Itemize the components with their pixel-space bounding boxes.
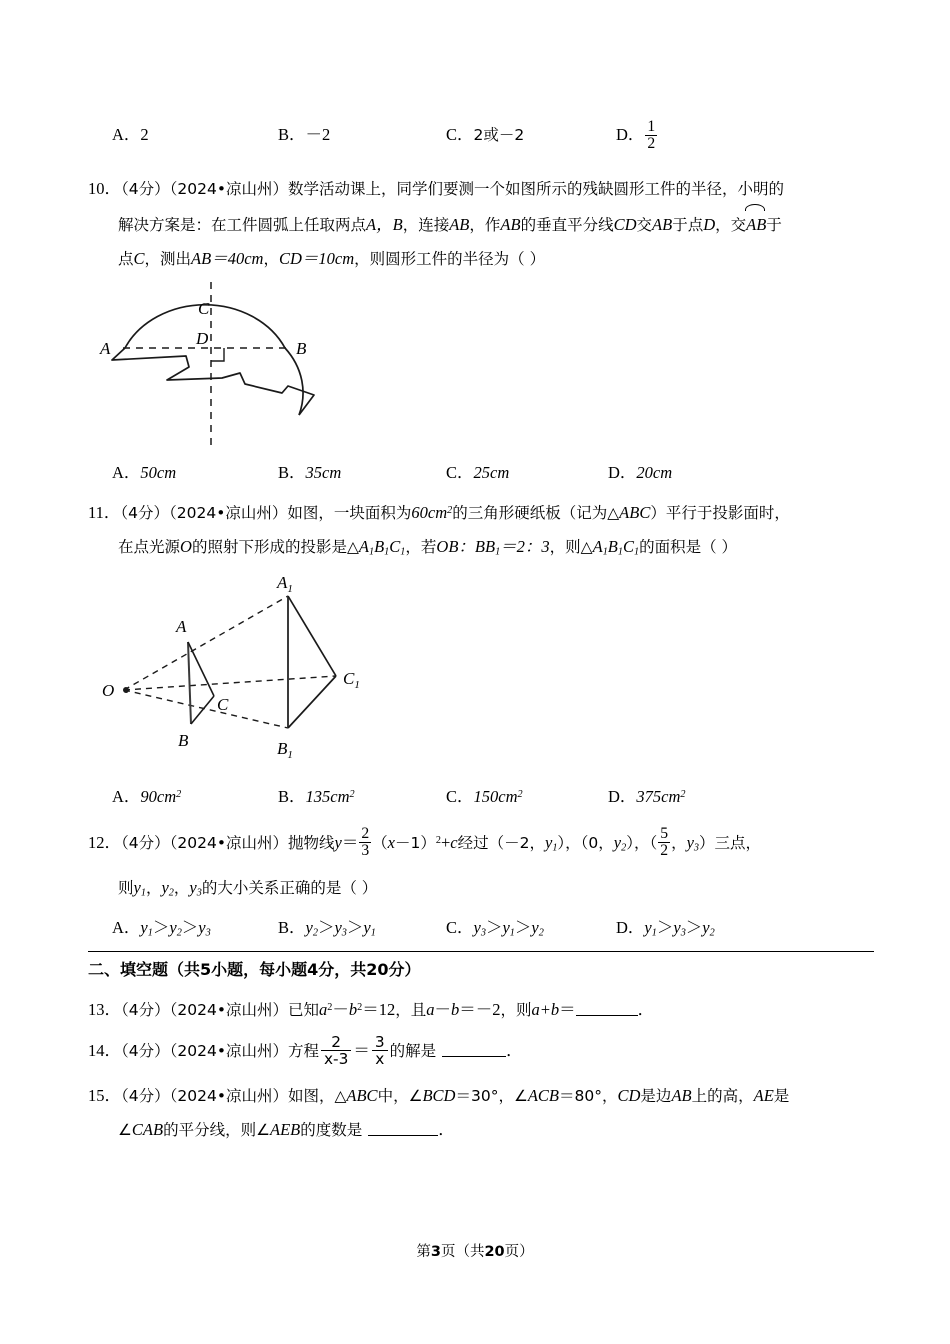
q15-l1-e: 是边 — [640, 1086, 672, 1105]
q13-score: （4分） — [121, 1000, 170, 1019]
ray-o-c1 — [124, 676, 336, 690]
q12-option-c-label: C． — [446, 917, 474, 937]
q15-l1-a: 如图，△ — [287, 1086, 347, 1105]
q10-seg-cd: CD — [613, 215, 637, 234]
q13-number: 13． — [88, 999, 121, 1019]
option-c-label: C． — [446, 125, 474, 144]
q12-l1-c: －1） — [394, 833, 436, 852]
q11-point-o: O — [180, 537, 192, 557]
q11-option-c-sup: 2 — [517, 788, 523, 800]
q11-option-a[interactable] — [112, 778, 181, 814]
q12-y: y — [334, 832, 342, 852]
label-b1: $B_1$ — [277, 738, 293, 761]
q11-area-sup: 2 — [447, 505, 453, 516]
q10-option-d-value: 20cm — [636, 463, 673, 482]
q15-l1-f: 上的高， — [691, 1086, 754, 1105]
q11-l1-b: 的三角形硬纸板（记为△ — [452, 504, 620, 523]
arc-ab-label: AB — [746, 215, 767, 234]
q12-l1-i: ）三点， — [699, 833, 762, 852]
question-11-line-1 — [88, 494, 874, 530]
q12-y1-sub: 1 — [552, 842, 558, 854]
q12-c-y1: y — [473, 917, 481, 937]
q13-b-sup: 2 — [357, 1001, 363, 1013]
q14-left-fraction — [321, 1034, 351, 1067]
q12-l2-y2: y — [161, 878, 169, 898]
page-content — [88, 0, 874, 1147]
q12-score: （4分） — [121, 833, 170, 852]
q10-option-d[interactable] — [608, 456, 672, 490]
q10-seg-ab: AB — [449, 215, 470, 234]
q12-frac-num: 2 — [361, 825, 370, 843]
footer-mid: 页（共 — [440, 1244, 485, 1260]
q12-y1: y — [544, 832, 553, 852]
q10-l2-c: ，作 — [469, 216, 501, 234]
q12-option-b-label: B． — [278, 917, 306, 937]
q11-option-b-sup: 2 — [349, 788, 355, 800]
right-angle-mark — [211, 348, 224, 361]
q11-option-d[interactable] — [608, 778, 686, 814]
question-10-line-2 — [88, 206, 874, 242]
q12-option-b[interactable] — [278, 911, 376, 951]
seg-ab — [188, 642, 191, 724]
q12-l2-y1: y — [133, 878, 141, 898]
q12-b-y3-sub: 1 — [370, 927, 376, 939]
q12-c-y1-sub: 3 — [480, 927, 486, 939]
q12-d-y1-sub: 1 — [651, 927, 657, 939]
q12-b-gt2: ＞ — [346, 917, 364, 937]
q15-abc: ABC — [346, 1085, 378, 1105]
q13-eq3: ＝ — [559, 999, 576, 1019]
q11-option-b-value: 135cm — [305, 786, 350, 806]
q10-option-a-value: 50cm — [140, 463, 177, 482]
q14-right-fraction — [372, 1034, 388, 1067]
q15-acb: ACB — [527, 1085, 560, 1105]
q13-answer-blank[interactable] — [576, 999, 638, 1016]
q11-l1-a: 如图，一块面积为 — [287, 504, 412, 523]
q10-option-c[interactable] — [446, 456, 509, 490]
q12-frac-den: 3 — [361, 842, 370, 860]
q10-eq-cd: CD＝10cm — [278, 249, 355, 268]
option-d-label: D． — [616, 125, 645, 144]
q12-l2-y3: y — [189, 878, 197, 898]
question-10-figure — [88, 278, 874, 456]
q10-seg-ab3: AB — [652, 215, 673, 234]
q12-c-gt2: ＞ — [514, 917, 532, 937]
q11-option-b-label: B． — [278, 786, 306, 806]
q13-ab: a+b — [531, 999, 560, 1019]
q12-c-y3-sub: 2 — [538, 927, 544, 939]
option-c[interactable] — [446, 118, 524, 152]
q11-option-b[interactable] — [278, 778, 355, 814]
seg-c1b1 — [288, 676, 336, 728]
q11-option-d-label: D． — [608, 786, 637, 806]
q11-l2-d: ，则△ — [549, 538, 593, 557]
q12-a-y2: y — [169, 917, 177, 937]
q12-equals: ＝ — [341, 832, 359, 852]
question-15-line-2 — [88, 1113, 874, 1147]
q14-text-a: 方程 — [287, 1041, 319, 1060]
arc-overline-icon — [745, 204, 765, 211]
q14-score: （4分） — [121, 1041, 170, 1060]
q14-text-b: 的解是 — [389, 1041, 437, 1060]
q11-ratio-sub: 1 — [495, 546, 501, 558]
q15-l2-a: ∠ — [118, 1120, 132, 1139]
q12-y3: y — [686, 832, 694, 852]
q11-source: （2024•凉山州） — [169, 504, 288, 523]
q11-tri-b1-sub: 1 — [617, 546, 623, 558]
q11-option-a-sup: 2 — [176, 788, 182, 800]
q13-b2: b — [450, 999, 460, 1019]
q12-d-gt2: ＞ — [685, 917, 703, 937]
q15-number: 15． — [88, 1085, 121, 1105]
question-9-options — [88, 118, 874, 164]
option-a[interactable] — [112, 118, 149, 152]
q13-minus2: － — [434, 999, 451, 1019]
q12-c-y2-sub: 1 — [509, 927, 515, 939]
q15-l1-b: 中，∠ — [377, 1086, 423, 1105]
footer-total-pages: 20 — [484, 1244, 505, 1260]
q11-ratio-value: ＝2：3 — [500, 537, 550, 557]
q10-l3-b: ，测出 — [144, 250, 192, 268]
question-12-options — [88, 911, 874, 945]
q13-minus: － — [332, 999, 349, 1019]
option-d[interactable] — [616, 118, 658, 152]
question-11-options — [88, 778, 874, 812]
q11-b1: B — [374, 537, 385, 557]
q10-text: 数学活动课上，同学们要测一个如图所示的残缺圆形工件的半径，小明的 — [287, 180, 784, 198]
fraction-denominator: 2 — [647, 134, 656, 152]
q12-l2-a: 则 — [118, 879, 134, 898]
option-b[interactable] — [278, 118, 330, 152]
q13-eq2: ＝－2 — [459, 999, 501, 1019]
q10-l2-e: 交 — [636, 216, 653, 234]
q12-l1-a: 抛物线 — [287, 833, 335, 852]
q12-a-y2-sub: 2 — [176, 927, 182, 939]
q15-l1-c: ＝30°，∠ — [455, 1086, 528, 1105]
label-c: C — [217, 694, 229, 714]
label-a1: $A_1$ — [277, 572, 293, 595]
q11-tri-c1: C — [623, 537, 635, 557]
q11-option-c[interactable] — [446, 778, 523, 814]
q12-a-y3: y — [198, 917, 206, 937]
q11-l2-a: 在点光源 — [118, 538, 181, 557]
q11-score: （4分） — [120, 504, 170, 523]
q11-l2-e: 的面积是（ ） — [639, 538, 738, 557]
q15-l1-g: 是 — [773, 1086, 790, 1105]
q12-source: （2024•凉山州） — [169, 833, 288, 852]
q13-b: b — [348, 999, 358, 1019]
q12-option-a[interactable] — [112, 911, 211, 951]
q12-b-y1: y — [305, 917, 313, 937]
q13-text-b: ，且 — [395, 1000, 427, 1019]
q11-tri-c1-sub: 1 — [634, 546, 640, 558]
footer-page-number: 3 — [430, 1244, 441, 1260]
q14-answer-blank[interactable] — [442, 1040, 506, 1057]
q13-a2: a — [426, 999, 435, 1019]
q11-l1-c: ）平行于投影面时， — [650, 504, 790, 523]
q10-option-a[interactable] — [112, 456, 176, 490]
question-10-options — [88, 456, 874, 490]
q10-option-b[interactable] — [278, 456, 341, 490]
q11-tri-a1-sub: 1 — [602, 546, 608, 558]
q12-l1-e: 经过（－2， — [457, 833, 545, 852]
q12-c-const: c — [450, 832, 458, 852]
q11-c1-sub: 1 — [400, 546, 406, 558]
q14-frac1-num: 2 — [331, 1032, 342, 1051]
option-b-label: B． — [278, 125, 306, 144]
ray-o-a1 — [124, 596, 288, 690]
q15-ab: AB — [671, 1085, 692, 1105]
q14-frac2-num: 3 — [374, 1032, 385, 1051]
question-13 — [88, 991, 874, 1027]
q15-bcd: BCD — [422, 1085, 456, 1105]
footer-prefix: 第 — [416, 1244, 431, 1260]
q12-b-gt1: ＞ — [317, 917, 335, 937]
label-b: B — [178, 730, 189, 750]
q12-d-gt1: ＞ — [656, 917, 674, 937]
q10-seg-ab2: AB — [500, 215, 521, 234]
q11-number: 11． — [88, 503, 121, 523]
q10-l3-c2: ， — [263, 250, 279, 268]
q15-cab: CAB — [131, 1119, 164, 1139]
q11-c1: C — [389, 537, 401, 557]
q14-equals: ＝ — [353, 1040, 370, 1060]
seg-ac — [188, 642, 214, 696]
q10-number: 10． — [88, 179, 121, 198]
q12-b-y3: y — [363, 917, 371, 937]
q12-l2-b: ， — [145, 879, 162, 898]
light-source-dot — [123, 687, 129, 693]
q15-source: （2024•凉山州） — [169, 1086, 288, 1105]
q10-l3-d: ，则圆形工件的半径为（ ） — [354, 250, 546, 268]
q10-option-a-label: A． — [112, 463, 141, 482]
q12-c-y3: y — [531, 917, 539, 937]
q12-l2-y3-sub: 3 — [196, 887, 202, 899]
question-10-line-1 — [88, 172, 874, 206]
q10-option-d-label: D． — [608, 463, 637, 482]
q11-option-d-value: 375cm — [636, 786, 681, 806]
q15-aeb: AEB — [269, 1119, 301, 1139]
label-o: O — [102, 680, 115, 700]
q13-text-c: ，则 — [500, 1000, 532, 1019]
label-d: D — [196, 329, 209, 348]
q11-option-a-value: 90cm — [140, 786, 177, 806]
q10-option-b-label: B． — [278, 463, 306, 482]
q11-l2-b: 的照射下形成的投影是△ — [191, 538, 359, 557]
q11-tri-b1: B — [607, 537, 618, 557]
q12-number: 12． — [88, 832, 121, 852]
question-12-line-1 — [88, 818, 874, 872]
q12-option-a-label: A． — [112, 917, 141, 937]
q12-b-y2: y — [334, 917, 342, 937]
q11-option-d-sup: 2 — [680, 788, 686, 800]
broken-edge — [112, 348, 314, 415]
q12-c-gt1: ＞ — [485, 917, 503, 937]
q12-d-y2: y — [673, 917, 681, 937]
q11-option-c-value: 150cm — [473, 786, 518, 806]
footer-suffix: 页） — [504, 1244, 534, 1260]
q14-period: ． — [506, 1040, 523, 1060]
q12-a-y1: y — [140, 917, 148, 937]
q15-cd: CD — [617, 1085, 641, 1105]
q15-ae: AE — [753, 1085, 774, 1105]
q12-point-fraction — [658, 826, 670, 859]
q12-b-y1-sub: 2 — [312, 927, 318, 939]
q12-b-y2-sub: 3 — [341, 927, 347, 939]
q12-y2-sub: 2 — [621, 842, 627, 854]
q10-l2-g: ，交 — [715, 216, 747, 234]
q12-option-d[interactable] — [616, 911, 715, 951]
q12-frac2-num: 5 — [660, 825, 669, 843]
q12-square: 2 — [435, 834, 441, 846]
q12-c-y2: y — [502, 917, 510, 937]
q12-l2-d: 的大小关系正确的是（ ） — [201, 879, 378, 898]
q14-frac1-den: x-3 — [321, 1050, 351, 1067]
q12-l2-c: ， — [173, 879, 190, 898]
q11-l2-c: ，若 — [405, 538, 437, 557]
q13-a: a — [318, 999, 328, 1019]
label-a: A — [176, 616, 187, 636]
q10-l2-a: 解决方案是：在工件圆弧上任取两点 — [118, 216, 367, 234]
q11-tri-a1: A — [592, 537, 603, 557]
page-footer — [0, 1240, 950, 1261]
q12-coefficient-fraction — [359, 826, 371, 859]
q12-y2: y — [613, 832, 622, 852]
q11-area-value: 60cm — [411, 503, 448, 523]
q13-source: （2024•凉山州） — [169, 1000, 288, 1019]
q10-l2-d: 的垂直平分线 — [520, 216, 614, 234]
q12-option-d-label: D． — [616, 917, 645, 937]
q10-eq-ab: AB＝40cm — [191, 249, 264, 268]
q10-source: （2024•凉山州） — [169, 180, 288, 198]
q12-a-gt2: ＞ — [181, 917, 199, 937]
q10-l2-f: 于点 — [672, 216, 704, 234]
q13-a-sup: 2 — [327, 1001, 333, 1013]
q10-l3-a: 点 — [118, 250, 134, 268]
label-c: C — [198, 299, 210, 318]
label-a: A — [100, 339, 111, 358]
q11-triangle-abc: ABC — [619, 503, 651, 523]
q15-l2-c: 的度数是 — [300, 1120, 363, 1139]
ray-o-b1 — [124, 690, 288, 728]
q10-l2-b: ，连接 — [402, 216, 450, 234]
question-10-line-3 — [88, 242, 874, 276]
q10-option-c-value: 25cm — [473, 463, 510, 482]
q12-l2-y2-sub: 2 — [168, 887, 174, 899]
q11-ratio: OB：BB — [436, 537, 496, 557]
q10-l2-h: 于 — [766, 216, 782, 234]
q12-y3-sub: 3 — [693, 842, 700, 854]
q12-x: x — [387, 832, 395, 852]
q12-l2-y1-sub: 1 — [140, 887, 146, 899]
q12-l1-g: ），（ — [626, 833, 658, 852]
q15-l2-b: 的平分线，则∠ — [163, 1120, 270, 1139]
q11-b1-sub: 1 — [384, 546, 390, 558]
q14-frac2-den: x — [372, 1050, 388, 1067]
option-d-fraction — [645, 119, 657, 152]
question-15-line-1 — [88, 1079, 874, 1113]
q12-a-y1-sub: 1 — [147, 927, 153, 939]
q14-number: 14． — [88, 1040, 121, 1060]
circle-arc-right — [285, 348, 303, 415]
q11-a1-sub: 1 — [368, 546, 375, 558]
q11-option-a-label: A． — [112, 786, 141, 806]
option-b-value: －2 — [305, 125, 331, 144]
fraction-numerator: 1 — [647, 117, 656, 135]
q11-a1: A — [358, 537, 369, 557]
label-c1: $C_1$ — [343, 668, 360, 691]
label-b: B — [296, 339, 307, 358]
q12-l1-b: （ — [372, 833, 388, 852]
q10-point-c: C — [133, 249, 145, 268]
q12-d-y2-sub: 3 — [680, 927, 686, 939]
option-c-value: 2或－2 — [473, 126, 525, 144]
q12-plus: + — [440, 832, 451, 852]
option-a-value: 2 — [140, 125, 149, 144]
question-11-figure — [88, 570, 874, 778]
question-14 — [88, 1027, 874, 1075]
q10-points-ab: A，B — [366, 215, 403, 234]
q13-eq: ＝12 — [362, 999, 396, 1019]
q14-source: （2024•凉山州） — [169, 1041, 288, 1060]
arc-ab-symbol — [746, 206, 766, 242]
q13-period: ． — [637, 999, 655, 1019]
q12-d-y3-sub: 2 — [709, 927, 715, 939]
section-2-heading: 二、填空题（共5小题，每小题4分，共20分） — [88, 951, 874, 985]
q15-score: （4分） — [121, 1086, 170, 1105]
q12-d-y1: y — [644, 917, 652, 937]
q12-option-c[interactable] — [446, 911, 544, 951]
option-a-label: A． — [112, 125, 141, 144]
q12-a-gt1: ＞ — [152, 917, 170, 937]
q12-a-y3-sub: 3 — [205, 927, 211, 939]
q15-answer-blank[interactable] — [368, 1119, 438, 1136]
q12-l1-h: ， — [671, 833, 687, 852]
question-11-line-2 — [88, 530, 874, 570]
question-12-line-2 — [88, 871, 874, 911]
q15-l1-d: ＝80°， — [559, 1086, 618, 1105]
q12-d-y3: y — [702, 917, 710, 937]
q10-point-d: D — [703, 215, 716, 234]
q13-text-a: 已知 — [287, 1000, 319, 1019]
q11-option-c-label: C． — [446, 786, 474, 806]
q12-l1-f: ），（0， — [557, 833, 614, 852]
q10-option-c-label: C． — [446, 463, 474, 482]
q12-frac2-den: 2 — [660, 842, 669, 860]
q10-option-b-value: 35cm — [305, 463, 342, 482]
q15-period: ． — [438, 1119, 455, 1139]
q10-score: （4分） — [121, 180, 170, 198]
seg-a1c1 — [288, 596, 336, 676]
